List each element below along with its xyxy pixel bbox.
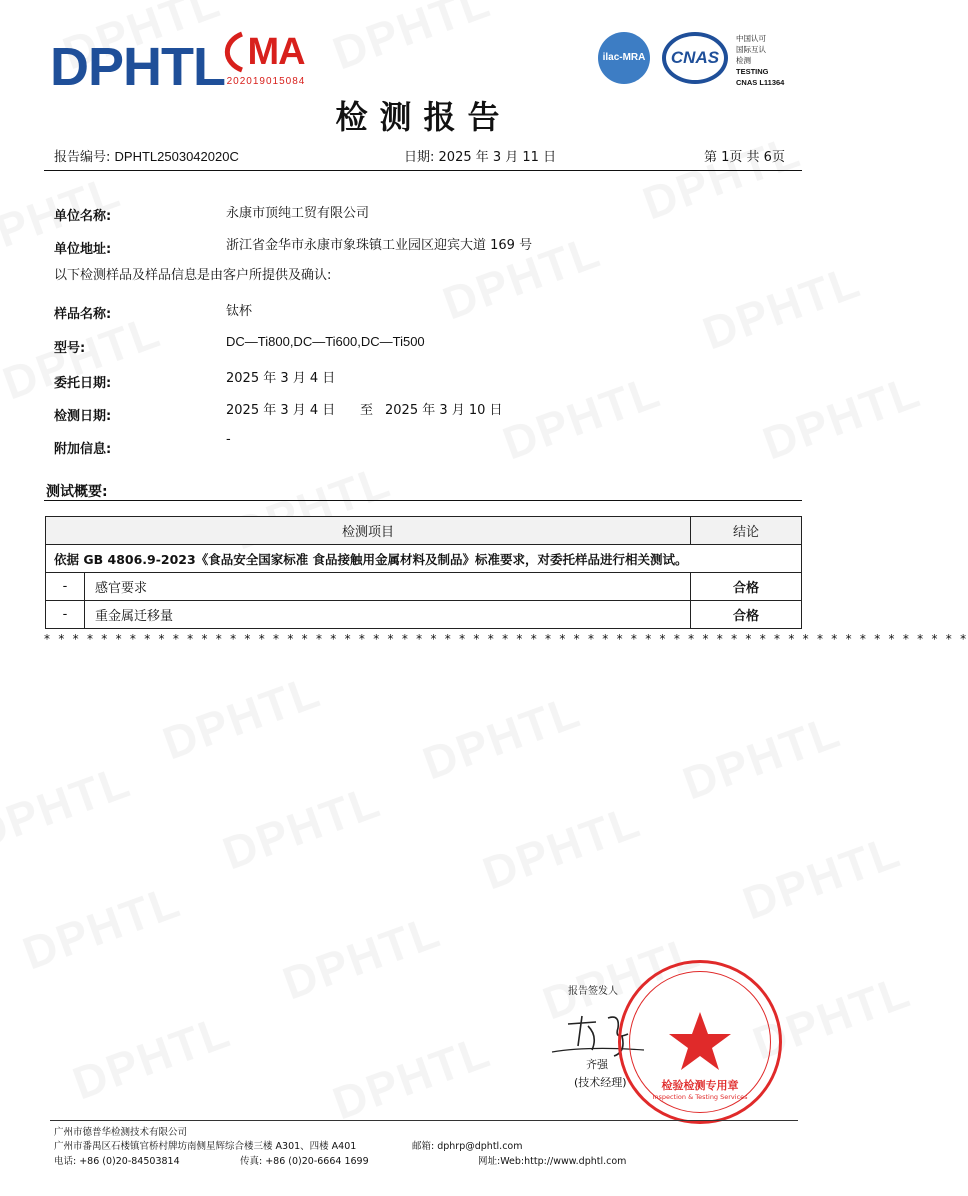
cma-number: 202019015084: [226, 76, 306, 87]
report-date-value: 2025 年 3 月 11 日: [438, 150, 557, 165]
model-label: 型号:: [54, 341, 86, 356]
ilac-mra-logo: ilac-MRA: [598, 32, 650, 84]
table-row: [46, 573, 802, 601]
entrust-date-value: 2025 年 3 月 4 日: [226, 371, 336, 386]
table-basis-row: [46, 545, 802, 573]
cnas-line: 国际互认: [736, 45, 766, 54]
unit-name-label: 单位名称:: [54, 209, 112, 224]
row-result: 合格: [691, 601, 802, 629]
sample-name-label: 样品名称:: [54, 307, 112, 322]
standard-basis: 依据 GB 4806.9-2023《食品安全国家标准 食品接触用金属材料及制品》标准要求，对委托样品进行相关测试。: [46, 545, 802, 573]
signer-title: (技术经理): [574, 1076, 627, 1089]
stamp-inner-text: 检验检测专用章: [661, 1079, 739, 1092]
unit-name-value: 永康市顶纯工贸有限公司: [226, 206, 370, 221]
report-date: [404, 146, 556, 165]
page-number: 第 1页 共 6页: [704, 150, 785, 165]
watermark: [326, 0, 498, 80]
official-stamp: [618, 960, 782, 1124]
watermark: [476, 794, 648, 901]
footer-web: 网址:Web:http://www.dphtl.com: [478, 1156, 627, 1167]
footer-divider: [50, 1120, 798, 1121]
cma-logo: [222, 30, 310, 94]
test-date-end: 2025 年 3 月 10 日: [385, 403, 503, 418]
test-date-to: 至: [360, 403, 374, 418]
watermark: [276, 904, 448, 1011]
footer-fax: 传真: +86 (0)20-6664 1699: [240, 1156, 369, 1167]
sample-name-value: 钛杯: [226, 304, 253, 319]
results-table: [45, 516, 802, 629]
model-value: DC—Ti800,DC—Ti600,DC—Ti500: [226, 334, 425, 349]
extra-info-label: 附加信息:: [54, 442, 112, 457]
sample-note: 以下检测样品及样品信息是由客户所提供及确认:: [54, 268, 332, 283]
signer-name: 齐强: [586, 1058, 608, 1071]
cnas-line: 检测: [736, 56, 751, 65]
cnas-line: CNAS L11364: [736, 78, 785, 87]
watermark: [636, 124, 808, 231]
watermark: [16, 874, 188, 981]
cnas-accreditation-text: [736, 33, 784, 88]
dphtl-logo: DPHTL: [50, 37, 225, 97]
watermark: [416, 684, 588, 791]
watermark: [696, 254, 868, 361]
summary-divider: [44, 500, 802, 501]
watermark: [216, 774, 388, 881]
cma-letters: MA: [247, 31, 305, 73]
footer-phone: 电话: +86 (0)20-84503814: [54, 1156, 180, 1167]
footer-company: 广州市德普华检测技术有限公司: [54, 1127, 188, 1138]
watermark: [496, 364, 668, 471]
test-date-label: 检测日期:: [54, 409, 112, 424]
row-result: 合格: [691, 573, 802, 601]
row-number: -: [46, 573, 85, 601]
report-number-value: DPHTL2503042020C: [114, 149, 239, 164]
watermark: [756, 364, 928, 471]
watermark: [156, 664, 328, 771]
watermark: [736, 824, 908, 931]
unit-address-value: 浙江省金华市永康市象珠镇工业园区迎宾大道 169 号: [226, 238, 533, 253]
unit-address-label: 单位地址:: [54, 242, 112, 257]
cnas-line: 中国认可: [736, 34, 766, 43]
header-divider: [44, 170, 802, 171]
stamp-inner-english: Inspection & Testing Services: [652, 1093, 748, 1101]
table-row: [46, 601, 802, 629]
footer-address: 广州市番禺区石楼镇官桥村牌坊南侧星辉综合楼三楼 A301、四楼 A401: [54, 1141, 357, 1152]
watermark: [676, 704, 848, 811]
header-conclusion: 结论: [691, 517, 802, 545]
watermark: [326, 1024, 498, 1131]
cnas-line: TESTING: [736, 67, 769, 76]
extra-info-value: -: [226, 432, 231, 447]
watermark: [0, 754, 138, 861]
header-test-item: 检测项目: [46, 517, 691, 545]
cnas-logo: CNAS: [662, 32, 728, 84]
row-item: 重金属迁移量: [85, 601, 691, 629]
table-header-row: [46, 517, 802, 545]
footer-email: 邮箱: dphrp@dphtl.com: [412, 1141, 523, 1152]
entrust-date-label: 委托日期:: [54, 376, 112, 391]
report-date-label: 日期:: [404, 150, 435, 165]
end-of-table-stars: * * * * * * * * * * * * * * * * * * * * * * * * * * * * * * * * * * * * * * * * * * * * * * * * * * * * * * * * * * * * * * * * *: [44, 632, 968, 646]
watermark: [66, 1004, 238, 1111]
row-number: -: [46, 601, 85, 629]
row-item: 感官要求: [85, 573, 691, 601]
summary-title: 测试概要:: [46, 484, 108, 500]
report-number: [54, 146, 239, 165]
report-title: 检测报告: [335, 98, 512, 136]
report-number-label: 报告编号:: [54, 150, 111, 165]
issuer-label: 报告签发人: [568, 986, 618, 997]
test-date-start: 2025 年 3 月 4 日: [226, 403, 336, 418]
